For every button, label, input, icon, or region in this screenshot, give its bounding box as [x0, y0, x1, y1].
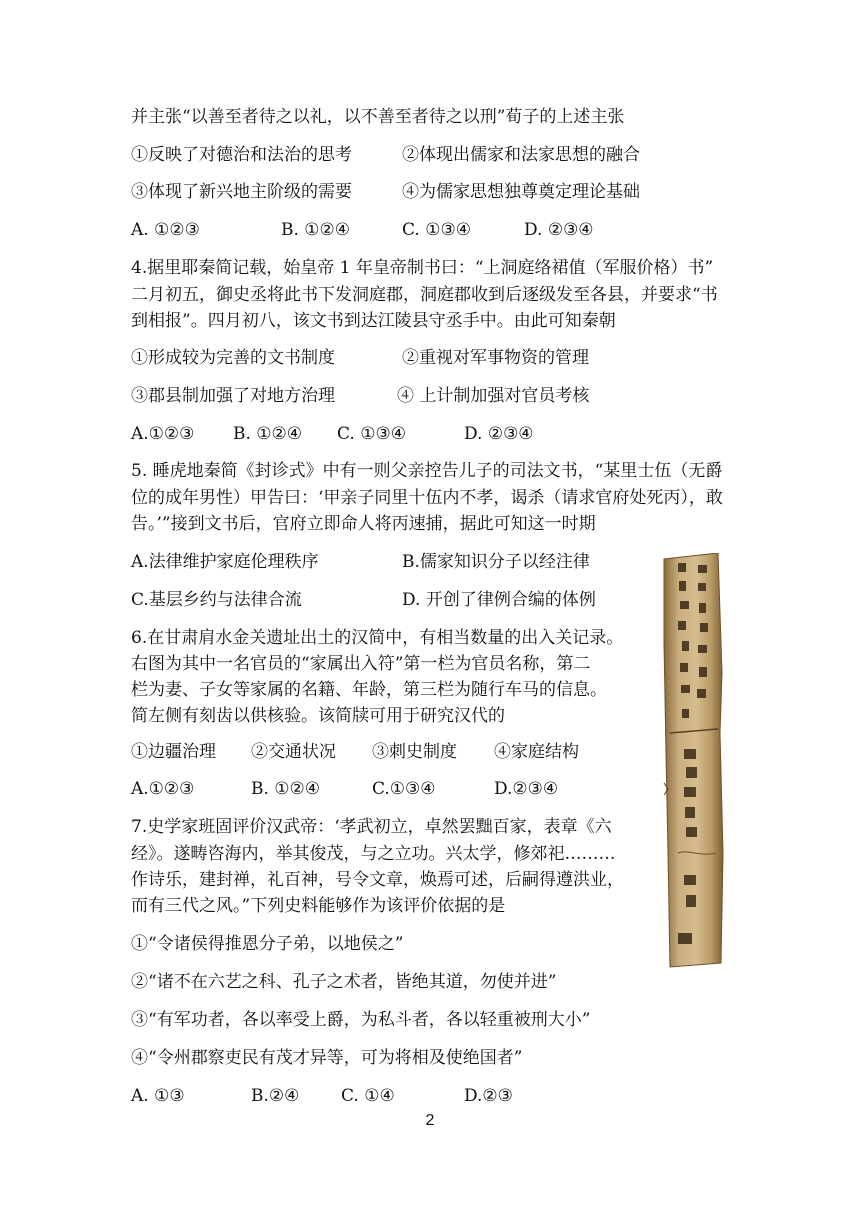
q7-item-2: ②“诸不在六艺之科、孔子之术者，皆绝其道，勿使并进” — [131, 972, 557, 992]
q7-choice-d: D.②③ — [464, 1086, 513, 1106]
q4-choice-c: C. ①③④ — [337, 424, 406, 444]
q6-item-3: ③刺史制度 — [372, 742, 457, 762]
q4-item-3: ③郡县制加强了对地方治理 — [131, 386, 335, 406]
q5-choice-a: A.法律维护家庭伦理秩序 — [131, 552, 319, 572]
q3-choice-a: A. ①②③ — [131, 220, 200, 240]
q3-item-3: ③体现了新兴地主阶级的需要 — [131, 182, 352, 202]
q5-choice-d: D. 开创了律例合编的体例 — [402, 590, 596, 610]
q3-item-2: ②体现出儒家和法家思想的融合 — [402, 145, 640, 165]
q7-choice-c: C. ①④ — [341, 1086, 395, 1106]
bamboo-slip-image — [660, 553, 726, 968]
q3-choice-c: C. ①③④ — [402, 220, 471, 240]
q3-item-4: ④为儒家思想独尊奠定理论基础 — [402, 182, 640, 202]
q7-choice-a: A. ①③ — [131, 1086, 185, 1106]
q7-stem-line-1: 7.史学家班固评价汉武帝：‘孝武初立，卓然罢黜百家，表章《六 — [131, 817, 612, 837]
q6-item-2: ②交通状况 — [251, 742, 336, 762]
q6-choice-d: D.②③④ — [494, 779, 559, 799]
q5-choice-b: B.儒家知识分子以经注律 — [402, 552, 590, 572]
q5-stem-line-2: 位的成年男性）甲告曰：‘甲亲子同里十伍内不孝，谒杀（请求官府处死丙），敢 — [131, 488, 723, 508]
q7-stem-line-2: 经》。遂畴咨海内，举其俊茂，与之立功。兴太学，修郊祀……… — [131, 844, 616, 864]
q6-stem-line-1: 6.在甘肃肩水金关遗址出土的汉简中，有相当数量的出入关记录。 — [131, 628, 624, 648]
q4-stem-line-1: 4.据里耶秦简记载，始皇帝 1 年皇帝制书曰：“上洞庭络裙值（军服价格）书” — [131, 258, 714, 278]
q7-item-1: ①“令诸侯得推恩分子弟，以地侯之” — [131, 934, 404, 954]
q3-choice-d: D. ②③④ — [524, 220, 594, 240]
q3-choice-b: B. ①②④ — [281, 220, 351, 240]
q4-item-4: ④ 上计制加强对官员考核 — [397, 386, 590, 406]
q4-stem-line-3: 到相报”。四月初八，该文书到达江陵县守丞手中。由此可知秦朝 — [131, 311, 616, 331]
q4-choice-a: A.①②③ — [131, 424, 195, 444]
q6-choice-c: C.①③④ — [372, 779, 436, 799]
page-number: 2 — [425, 1112, 435, 1129]
q4-stem-line-2: 二月初五，御史丞将此书下发洞庭郡，洞庭郡收到后逐级发至各县，并要求“书 — [131, 285, 718, 305]
q7-stem-line-4: 而有三代之风。”下列史料能够作为该评价依据的是 — [131, 896, 506, 916]
q3-stem-end: 并主张“以善至者待之以礼，以不善至者待之以刑”荀子的上述主张 — [131, 107, 625, 127]
q5-choice-c: C.基层乡约与法律合流 — [131, 590, 302, 610]
q7-choice-b: B.②④ — [251, 1086, 300, 1106]
q6-item-4: ④家庭结构 — [494, 742, 579, 762]
q6-item-1: ①边疆治理 — [131, 742, 216, 762]
q4-item-1: ①形成较为完善的文书制度 — [131, 348, 335, 368]
q6-stem-line-3: 栏为妻、子女等家属的名籍、年龄，第三栏为随行车马的信息。 — [131, 680, 607, 700]
q6-stem-line-4: 简左侧有刻齿以供核验。该简牍可用于研究汉代的 — [131, 706, 505, 726]
q6-choice-a: A.①②③ — [131, 779, 195, 799]
q4-choice-d: D. ②③④ — [464, 424, 534, 444]
q7-stem-line-3: 作诗乐，建封禅，礼百神，号令文章，焕焉可述，后嗣得遵洪业， — [131, 870, 624, 890]
q4-item-2: ②重视对军事物资的管理 — [402, 348, 589, 368]
q7-item-3: ③“有军功者，各以率受上爵，为私斗者，各以轻重被刑大小” — [131, 1010, 591, 1030]
q5-stem-line-1: 5. 睡虎地秦简《封诊式》中有一则父亲控告儿子的司法文书，“某里士伍（无爵 — [131, 461, 723, 481]
q6-stem-line-2: 右图为其中一名官员的“家属出入符”第一栏为官员名称，第二 — [131, 654, 591, 674]
q6-choice-b: B. ①②④ — [251, 779, 321, 799]
q4-choice-b: B. ①②④ — [233, 424, 303, 444]
q5-stem-line-3: 告。’”接到文书后，官府立即命人将丙速捕，据此可知这一时期 — [131, 514, 596, 534]
q3-item-1: ①反映了对德治和法治的思考 — [131, 145, 352, 165]
q7-item-4: ④“令州郡察吏民有茂才异等，可为将相及使绝国者” — [131, 1048, 523, 1068]
